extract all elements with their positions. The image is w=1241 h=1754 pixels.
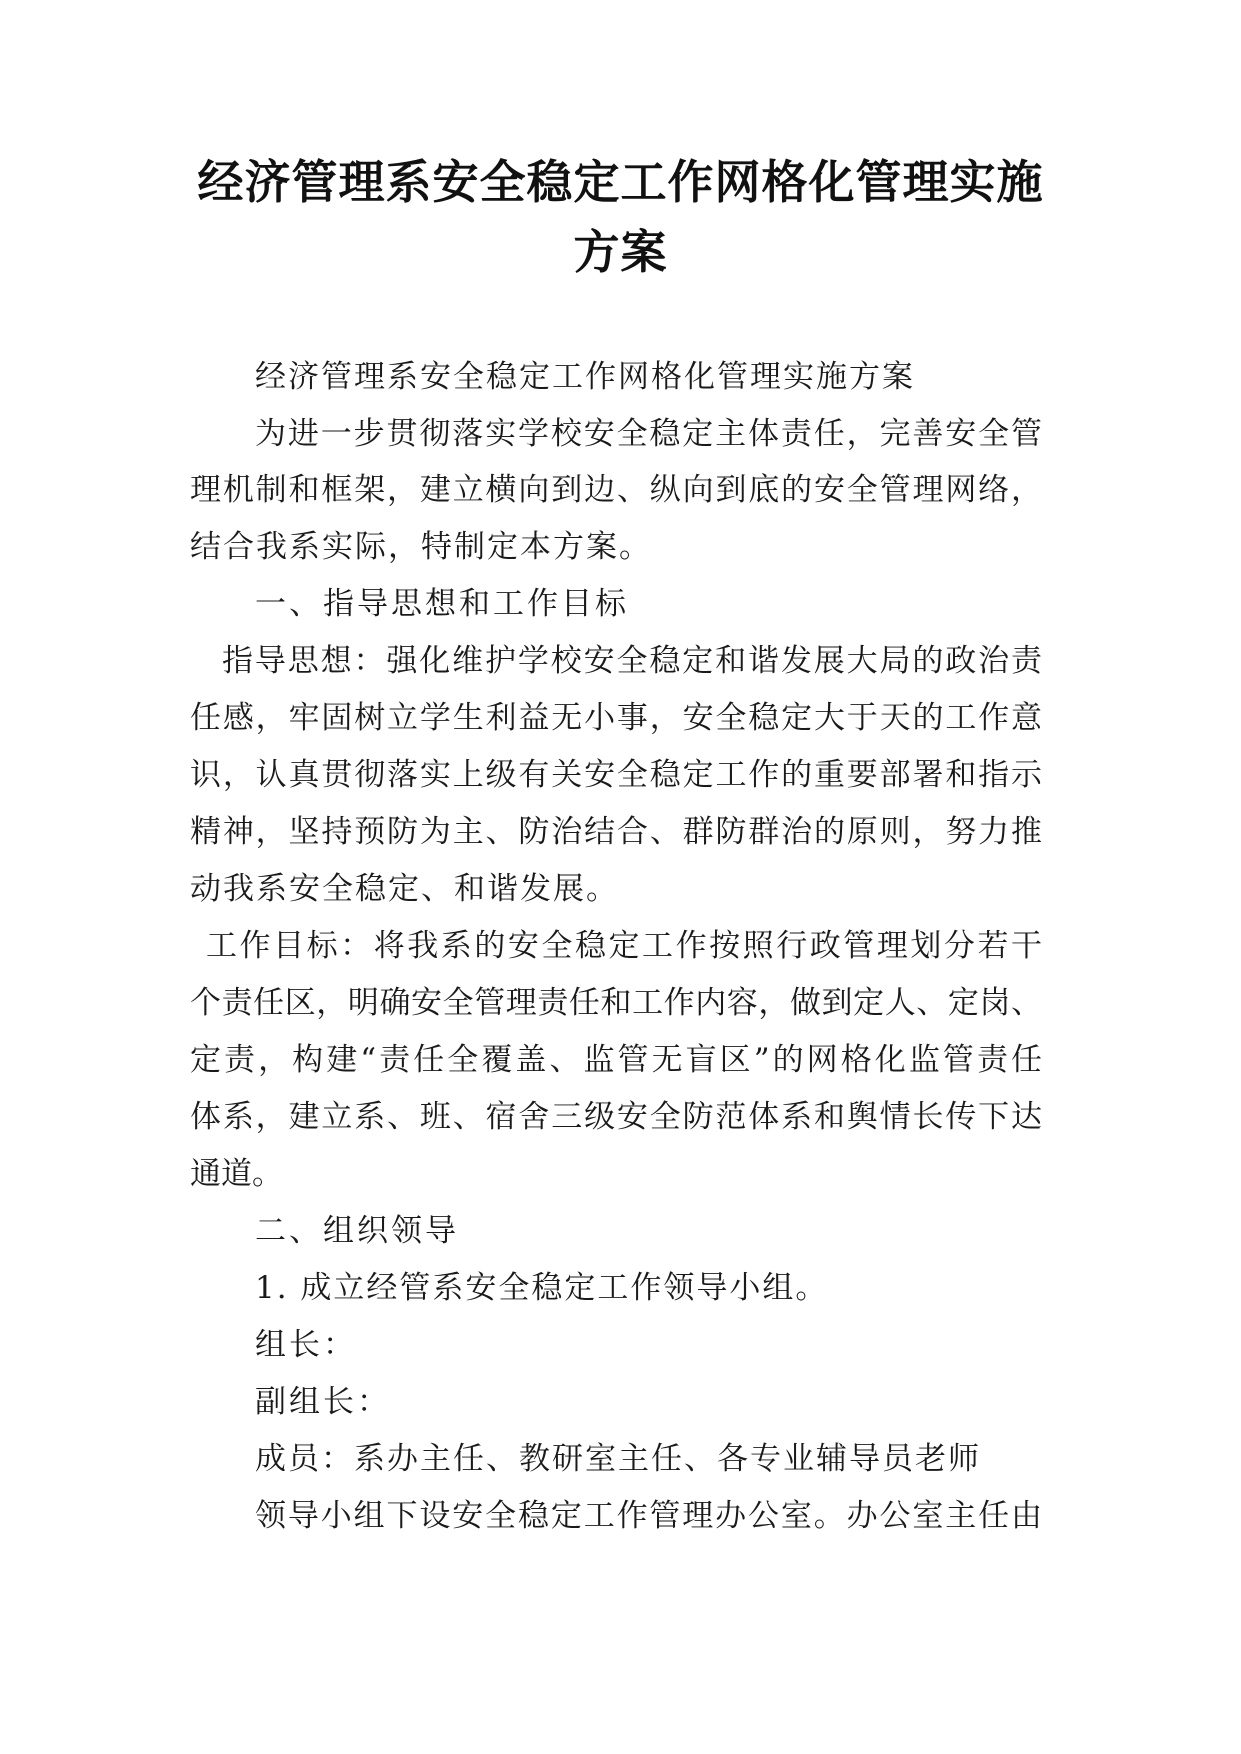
section-heading: 二、组织领导 xyxy=(255,1213,459,1249)
body-line: 工作目标：将我系的安全稳定工作按照行政管理划分若干 xyxy=(206,928,1042,964)
body-line: 副组长： xyxy=(255,1384,391,1420)
body-line: 定责，构建“责任全覆盖、监管无盲区”的网格化监管责任 xyxy=(190,1042,1042,1078)
document-title-line-2: 方案 xyxy=(573,225,668,279)
section-heading: 一、指导思想和工作目标 xyxy=(255,586,629,622)
body-line: 指导思想：强化维护学校安全稳定和谐发展大局的政治责 xyxy=(222,643,1042,679)
body-line: 组长： xyxy=(255,1327,357,1363)
body-line: 为进一步贯彻落实学校安全稳定主体责任，完善安全管 xyxy=(255,416,1042,452)
body-line: 1. 成立经管系安全稳定工作领导小组。 xyxy=(255,1270,829,1306)
body-line: 领导小组下设安全稳定工作管理办公室。办公室主任由 xyxy=(255,1498,1042,1534)
body-line: 识，认真贯彻落实上级有关安全稳定工作的重要部署和指示 xyxy=(190,757,1042,793)
body-line: 成员：系办主任、教研室主任、各专业辅导员老师 xyxy=(255,1441,981,1477)
document-title-line-1: 经济管理系安全稳定工作网格化管理实施 xyxy=(197,155,1044,209)
body-line: 精神，坚持预防为主、防治结合、群防群治的原则，努力推 xyxy=(190,814,1042,850)
body-line: 结合我系实际，特制定本方案。 xyxy=(190,529,652,565)
body-line: 个责任区，明确安全管理责任和工作内容，做到定人、定岗、 xyxy=(190,985,1042,1021)
body-line: 通道。 xyxy=(190,1156,283,1192)
body-line: 经济管理系安全稳定工作网格化管理实施方案 xyxy=(255,359,915,395)
body-line: 理机制和框架，建立横向到边、纵向到底的安全管理网络， xyxy=(190,472,1042,508)
body-line: 体系，建立系、班、宿舍三级安全防范体系和舆情长传下达 xyxy=(190,1099,1042,1135)
body-line: 任感，牢固树立学生利益无小事，安全稳定大于天的工作意 xyxy=(190,700,1042,736)
body-line: 动我系安全稳定、和谐发展。 xyxy=(190,871,619,907)
